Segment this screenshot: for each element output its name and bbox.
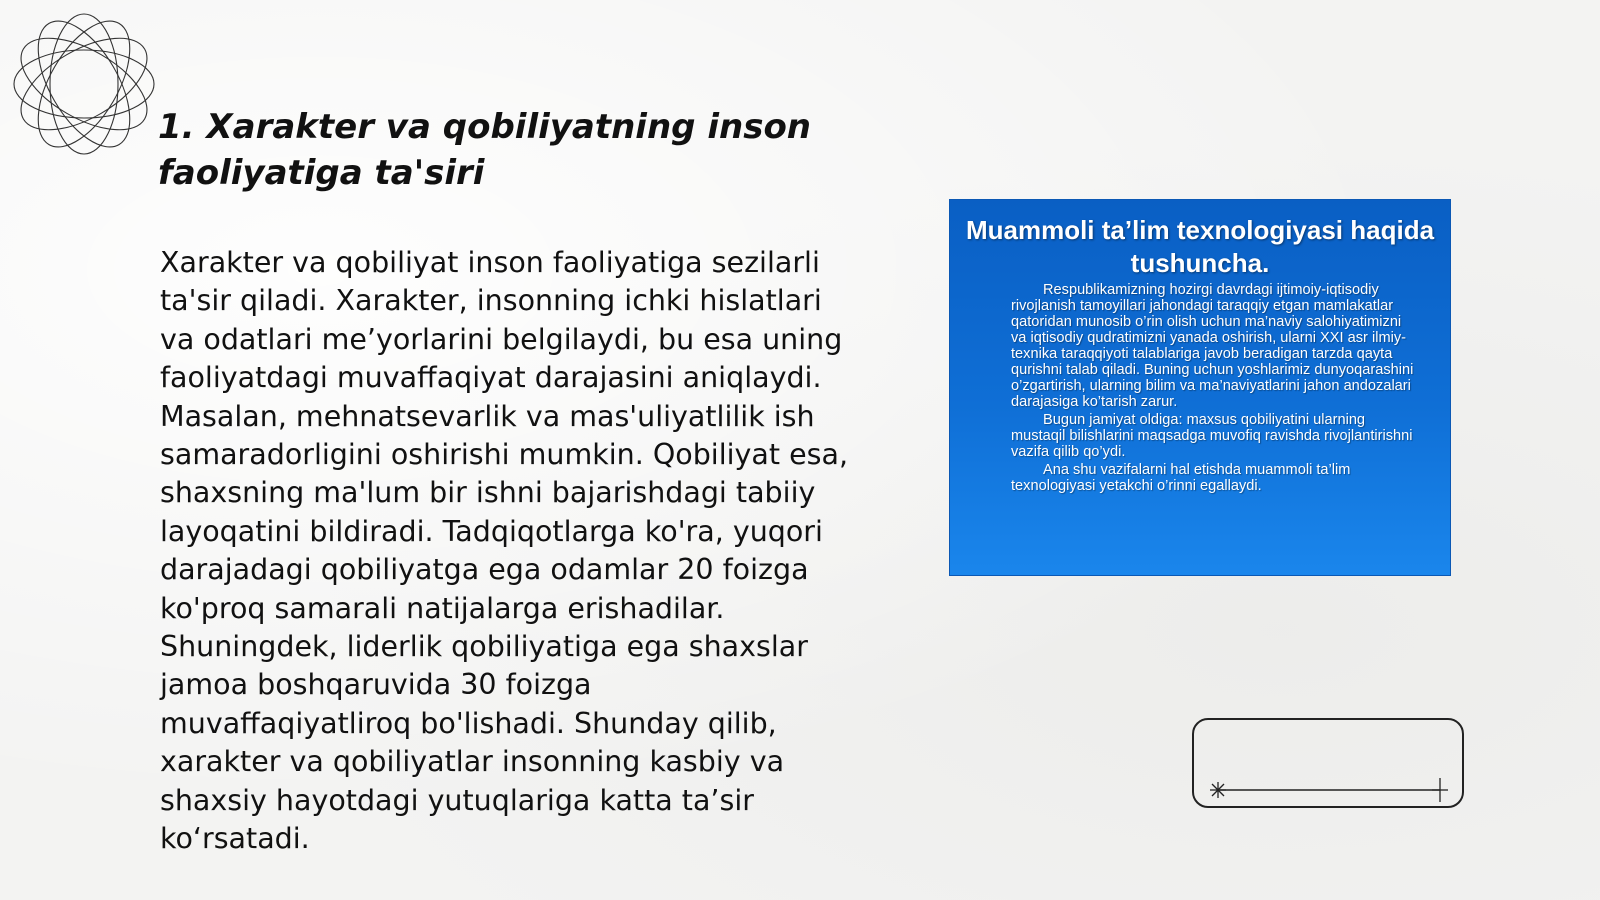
- sparkle-line-icon: [1194, 720, 1466, 810]
- inset-paragraph-3: Ana shu vazifalarni hal etishda muammoli ta’lim texnologiyasi yetakchi o’rinni egallaydi.: [1011, 462, 1351, 494]
- inset-paragraph-2: Bugun jamiyat oldiga: maxsus qobiliyatini ularning mustaqil bilishlarini maqsadga muvofiq ravishda rivojlantirishni vazifa qilib qo’ydi.: [1011, 412, 1413, 460]
- decorative-nav-box: [1192, 718, 1464, 808]
- inset-paragraph-1: Respublikamizning hozirgi davrdagi ijtimoiy-iqtisodiy rivojlanish tamoyillari jahondagi taraqqiy etgan mamlakatlar qatoridan munosib o’rin olish uchun ma’naviy salohiyatimizni va iqtisodiy qudratimizni yanada oshirish, ularni XXI asr ilmiy-texnika taraqqiyoti talablariga javob beradigan tarzda qayta qurishni talab qiladi. Buning uchun yoshlarimiz dunyoqarashini o’zgartirish, ularning bilim va ma’naviyatlarini jahon andozalari darajasiga ko’tarish zarur.: [1011, 282, 1414, 410]
- inset-slide-title: Muammoli ta’lim texnologiyasi haqida tushuncha.: [965, 215, 1435, 278]
- slide-title: 1. Xarakter va qobiliyatning inson faoliyatiga ta'siri: [158, 107, 812, 193]
- orbit-rings-icon: [10, 10, 158, 158]
- slide-body-text: Xarakter va qobiliyat inson faoliyatiga sezilarli ta'sir qiladi. Xarakter, insonning ichki hislatlari va odatlari me’yorlarini belgilaydi, bu esa uning faoliyatdagi muvaffaqiyat darajasini aniqlaydi. Masalan, mehnatsevarlik va mas'uliyatlilik ish samaradorligini oshirishi mumkin. Qobiliyat esa, shaxsning ma'lum bir ishni bajarishdagi tabiiy layoqatini bildiradi. Tadqiqotlarga ko'ra, yuqori darajadagi qobiliyatga ega odamlar 20 foizga ko'proq samarali natijalarga erishadilar. Shuningdek, liderlik qobiliyatiga ega shaxslar jamoa boshqaruvida 30 foizga muvaffaqiyatliroq bo'lishadi. Shunday qilib, xarakter va qobiliyatlar insonning kasbiy va shaxsiy hayotdagi yutuqlariga katta ta’sir ko‘rsatadi.: [160, 246, 849, 856]
- inset-slide-image: [950, 200, 1450, 575]
